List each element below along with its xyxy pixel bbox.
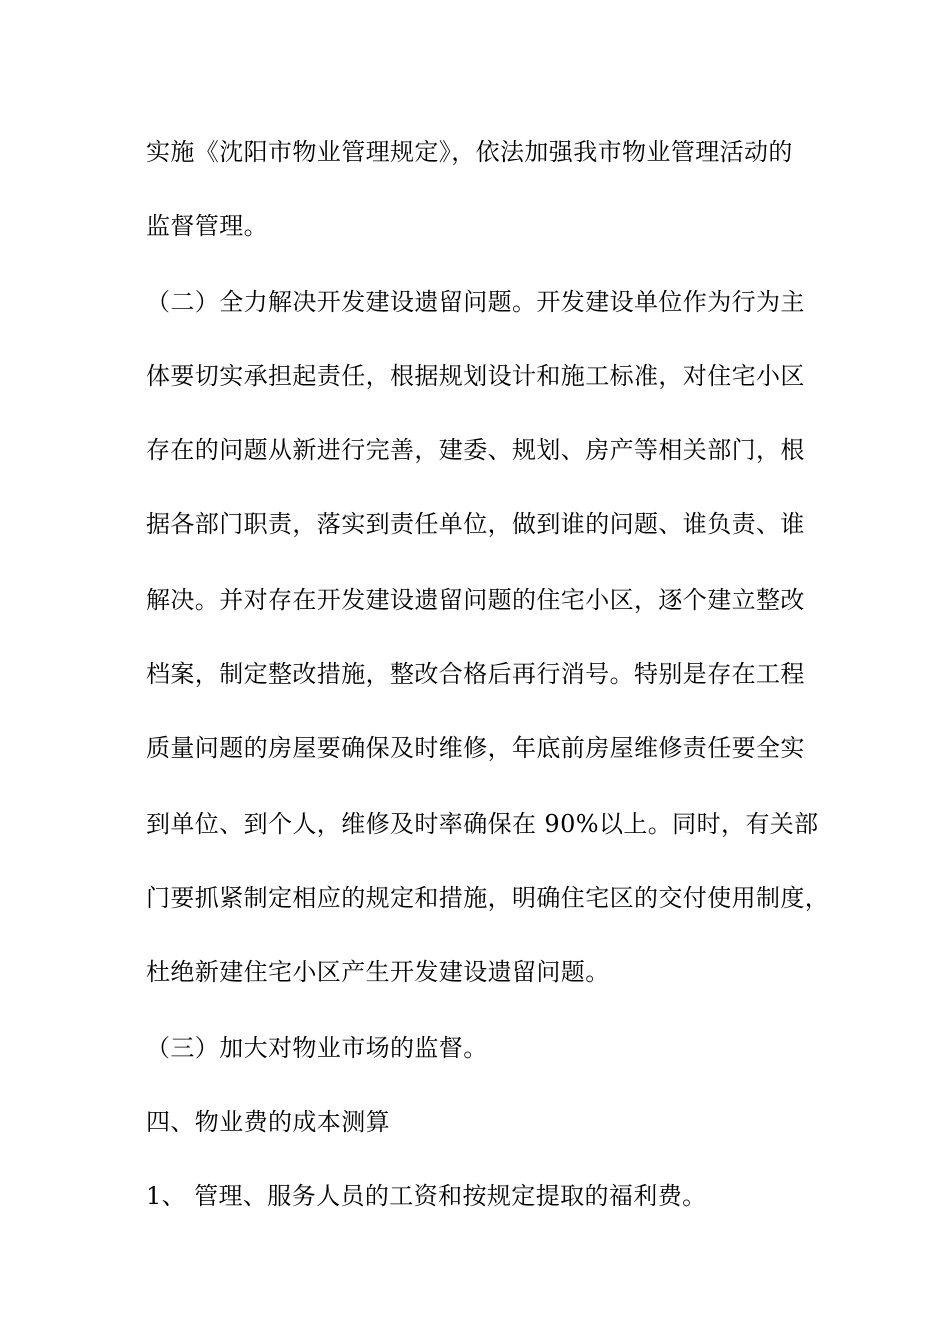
paragraph-line: 门要抓紧制定相应的规定和措施，明确住宅区的交付使用制度，	[146, 884, 830, 912]
paragraph-line: 据各部门职责，落实到责任单位，做到谁的问题、谁负责、谁	[146, 510, 805, 538]
paragraph-line: 到单位、到个人，维修及时率确保在 90%以上。同时，有关部	[146, 810, 819, 838]
paragraph-line: 杜绝新建住宅小区产生开发建设遗留问题。	[146, 958, 610, 986]
paragraph-line: 体要切实承担起责任，根据规划设计和施工标准，对住宅小区	[146, 362, 805, 390]
section-heading-2: （二）全力解决开发建设遗留问题。开发建设单位作为行为主	[146, 288, 805, 316]
paragraph-line: 档案，制定整改措施，整改合格后再行消号。特别是存在工程	[146, 660, 805, 688]
paragraph-line: 监督管理。	[146, 212, 268, 240]
paragraph-line: 质量问题的房屋要确保及时维修，年底前房屋维修责任要全实	[146, 734, 805, 762]
paragraph-line: 存在的问题从新进行完善，建委、规划、房产等相关部门，根	[146, 436, 805, 464]
paragraph-line: 解决。并对存在开发建设遗留问题的住宅小区，逐个建立整改	[146, 586, 805, 614]
section-heading-4: 四、物业费的成本测算	[146, 1108, 390, 1136]
section-heading-3: （三）加大对物业市场的监督。	[146, 1034, 488, 1062]
paragraph-line: 实施《沈阳市物业管理规定》，依法加强我市物业管理活动的	[146, 138, 793, 166]
list-item: 1、 管理、服务人员的工资和按规定提取的福利费。	[146, 1182, 707, 1210]
